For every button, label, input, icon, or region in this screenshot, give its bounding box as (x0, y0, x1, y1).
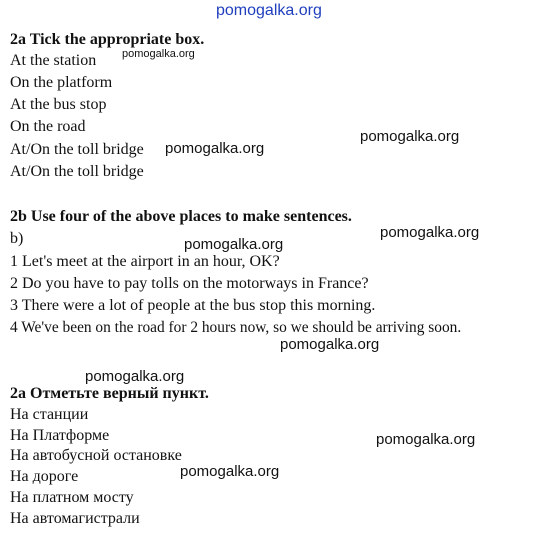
section-2-heading: 2b Use four of the above places to make sentences. (10, 208, 352, 225)
section-1-item-3: At the bus stop (10, 96, 107, 113)
section-1-item-5: At/On the toll bridge (10, 141, 144, 158)
watermark-3: pomogalka.org (380, 224, 480, 241)
section-2-sentence-4: 4 We've been on the road for 2 hours now, so we should be arriving soon. (10, 319, 462, 336)
section-3-item-3: На автобусной остановке (10, 447, 182, 464)
section-2-sub: b) (10, 230, 24, 247)
section-3-item-1: На станции (10, 406, 89, 423)
section-2-sentence-2: 2 Do you have to pay tolls on the motorways in France? (10, 275, 369, 292)
section-3-item-4: На дороге (10, 468, 79, 485)
section-3-heading: 2а Отметьте верный пункт. (10, 385, 209, 402)
section-3-item-5: На платном мосту (10, 489, 134, 506)
section-1-item-2: On the platform (10, 74, 113, 91)
watermark-8: pomogalka.org (180, 463, 280, 480)
section-2-sentence-3: 3 There were a lot of people at the bus stop this morning. (10, 297, 376, 314)
watermark-2: pomogalka.org (165, 140, 265, 157)
section-3-item-6: На автомагистрали (10, 510, 140, 527)
watermark-7: pomogalka.org (376, 431, 476, 448)
section-1-heading: 2a Tick the appropriate box. (10, 31, 205, 48)
watermark-top: pomogalka.org (216, 2, 322, 19)
watermark-5: pomogalka.org (280, 336, 380, 353)
watermark-1: pomogalka.org (360, 128, 460, 145)
section-3-item-2: На Платформе (10, 427, 110, 444)
watermark-inline-small: pomogalka.org (122, 48, 195, 60)
section-1-item-6: At/On the toll bridge (10, 163, 144, 180)
watermark-6: pomogalka.org (85, 368, 185, 385)
section-1-item-1: At the station (10, 52, 97, 69)
section-2-sentence-1: 1 Let's meet at the airport in an hour, OK? (10, 253, 280, 270)
section-1-item-4: On the road (10, 118, 86, 135)
watermark-4: pomogalka.org (184, 236, 284, 253)
